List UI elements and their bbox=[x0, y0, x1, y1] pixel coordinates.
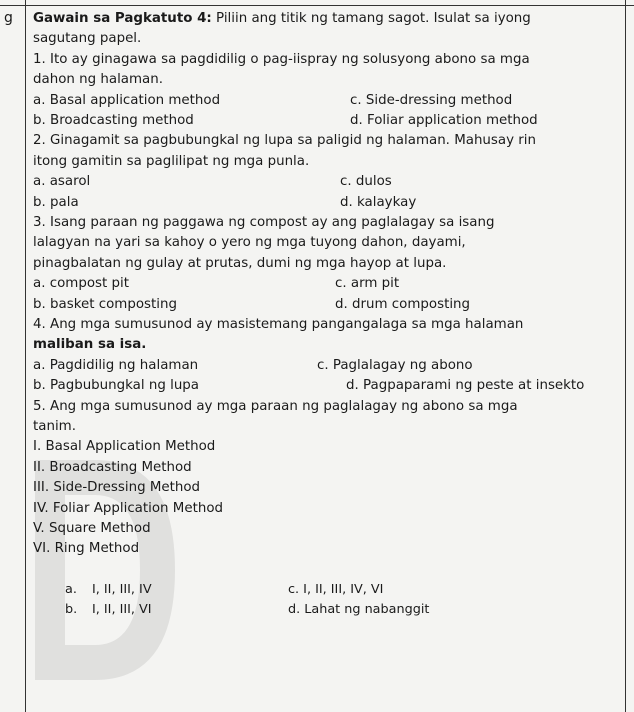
question-3-choices-row1 bbox=[33, 274, 623, 294]
q4-choice-d: d. Pagpaparami ng peste at insekto bbox=[346, 378, 585, 394]
q5-item: VI. Ring Method bbox=[33, 541, 140, 557]
question-3-choices-row2 bbox=[33, 295, 623, 315]
q2-choice-b: b. pala bbox=[33, 194, 79, 210]
question-4-text-cont: maliban sa isa. bbox=[33, 337, 147, 353]
question-4-choices-row2 bbox=[33, 376, 623, 396]
activity-instructions: Piliin ang titik ng tamang sagot. Isulat sa iyong bbox=[216, 11, 531, 26]
q5-item: I. Basal Application Method bbox=[33, 439, 216, 455]
q1-choice-d: d. Foliar application method bbox=[350, 113, 538, 129]
question-4-text: 4. Ang mga sumusunod ay masistemang pangangalaga sa mga halaman bbox=[33, 317, 524, 332]
q5-choice-c: c. I, II, III, IV, VI bbox=[288, 581, 384, 597]
q5-choice-d: d. Lahat ng nabanggit bbox=[288, 602, 430, 618]
q3-choice-a: a. compost pit bbox=[33, 276, 129, 292]
q4-choice-b: b. Pagbubungkal ng lupa bbox=[33, 378, 200, 394]
q2-choice-c: c. dulos bbox=[340, 174, 392, 190]
q5-item: V. Square Method bbox=[33, 521, 151, 537]
q3-choice-c: c. arm pit bbox=[335, 276, 400, 292]
question-2-choices-row1 bbox=[33, 172, 623, 192]
question-1-choices-row1 bbox=[33, 91, 623, 111]
activity-instructions-cont: sagutang papel. bbox=[33, 31, 142, 47]
q1-choice-b: b. Broadcasting method bbox=[33, 113, 194, 129]
activity-header bbox=[33, 9, 623, 29]
question-3-text-cont: lalagyan na yari sa kahoy o yero ng mga tuyong dahon, dayami, bbox=[33, 235, 466, 251]
q4-choice-a: a. Pagdidilig ng halaman bbox=[33, 357, 199, 373]
spacer bbox=[33, 560, 623, 580]
side-label: g bbox=[4, 10, 13, 26]
question-2-text: 2. Ginagamit sa pagbubungkal ng lupa sa paligid ng halaman. Mahusay rin bbox=[33, 133, 536, 149]
question-1-text: 1. Ito ay ginagawa sa pagdidilig o pag-iispray ng solusyong abono sa mga bbox=[33, 51, 530, 67]
q2-choice-a: a. asarol bbox=[33, 174, 91, 190]
q5-item: II. Broadcasting Method bbox=[33, 459, 192, 475]
table-top-border bbox=[0, 5, 634, 6]
q1-choice-a: a. Basal application method bbox=[33, 92, 221, 108]
q4-choice-c: c. Paglalagay ng abono bbox=[317, 357, 473, 373]
question-5-choices-row1 bbox=[33, 580, 623, 600]
question-5-text-cont: tanim. bbox=[33, 419, 76, 434]
q5-choice-b-text: I, II, III, VI bbox=[92, 602, 152, 618]
question-2-text-cont: itong gamitin sa paglilipat ng mga punla. bbox=[33, 153, 310, 169]
activity-title: Gawain sa Pagkatuto 4: bbox=[33, 11, 212, 26]
q3-choice-d: d. drum composting bbox=[335, 296, 471, 312]
q5-item: III. Side-Dressing Method bbox=[33, 480, 201, 496]
q5-choice-a-letter: a. bbox=[65, 581, 77, 597]
question-1-choices-row2 bbox=[33, 111, 623, 131]
q5-choice-a-text: I, II, III, IV bbox=[92, 581, 152, 597]
question-3-text-cont2: pinagbalatan ng gulay at prutas, dumi ng mga hayop at lupa. bbox=[33, 255, 447, 271]
q5-choice-b-letter: b. bbox=[65, 602, 78, 618]
question-5-choices-row2 bbox=[33, 600, 623, 620]
question-5-text: 5. Ang mga sumusunod ay mga paraan ng paglalagay ng abono sa mga bbox=[33, 398, 518, 414]
activity-content bbox=[33, 9, 623, 621]
q1-choice-c: c. Side-dressing method bbox=[350, 92, 513, 108]
question-1-text-cont: dahon ng halaman. bbox=[33, 72, 163, 88]
q3-choice-b: b. basket composting bbox=[33, 296, 177, 312]
table-right-border bbox=[625, 0, 626, 712]
question-3-text: 3. Isang paraan ng paggawa ng compost ay ang paglalagay sa isang bbox=[33, 215, 495, 230]
question-2-choices-row2 bbox=[33, 193, 623, 213]
q2-choice-d: d. kalaykay bbox=[340, 194, 417, 210]
question-4-choices-row1 bbox=[33, 356, 623, 376]
q5-item: IV. Foliar Application Method bbox=[33, 500, 224, 516]
